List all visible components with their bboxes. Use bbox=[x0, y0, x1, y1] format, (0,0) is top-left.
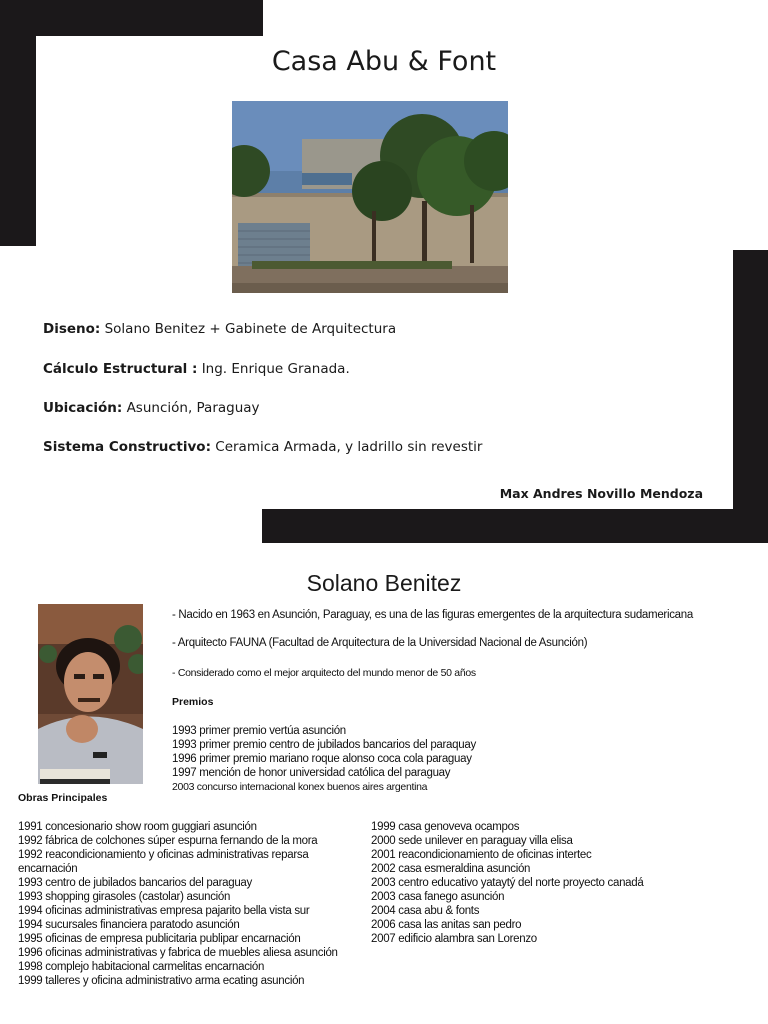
work-item: 1999 talleres y oficina administrativo arma ecating asunción bbox=[18, 975, 305, 987]
work-item: 1994 sucursales financiera paratodo asunción bbox=[18, 919, 240, 931]
bio-line-2: - Arquitecto FAUNA (Facultad de Arquitectura de la Universidad Nacional de Asunción) bbox=[172, 637, 588, 649]
awards-list bbox=[172, 724, 476, 794]
spec-design bbox=[43, 321, 396, 337]
award-item: 1997 mención de honor universidad católica del paraguay bbox=[172, 767, 451, 779]
spec-location-value: Asunción, Paraguay bbox=[122, 400, 260, 416]
work-item: 1991 concesionario show room guggiari asunción bbox=[18, 821, 257, 833]
work-item: 1993 centro de jubilados bancarios del paraguay bbox=[18, 877, 252, 889]
work-item: 2004 casa abu & fonts bbox=[371, 905, 480, 917]
work-item: 2006 casa las anitas san pedro bbox=[371, 919, 522, 931]
spec-construction bbox=[43, 439, 482, 455]
award-item: 1996 primer premio mariano roque alonso coca cola paraguay bbox=[172, 753, 472, 765]
spec-location-label: Ubicación: bbox=[43, 400, 123, 416]
work-item: 1992 reacondicionamiento y oficinas administrativas reparsa encarnación bbox=[18, 849, 309, 875]
work-item: 2001 reacondicionamiento de oficinas intertec bbox=[371, 849, 592, 861]
work-item: 1998 complejo habitacional carmelitas encarnación bbox=[18, 961, 265, 973]
bio-line-3: - Considerado como el mejor arquitecto del mundo menor de 50 años bbox=[172, 667, 476, 679]
frame-bar-top-left bbox=[0, 0, 263, 36]
frame-bar-bottom bbox=[262, 509, 768, 543]
work-item: 2000 sede unilever en paraguay villa elisa bbox=[371, 835, 573, 847]
work-item: 1995 oficinas de empresa publicitaria publipar encarnación bbox=[18, 933, 301, 945]
author-name: Max Andres Novillo Mendoza bbox=[499, 486, 703, 501]
house-photo bbox=[232, 101, 508, 293]
works-label: Obras Principales bbox=[18, 792, 108, 804]
award-item: 1993 primer premio centro de jubilados bancarios del paraquay bbox=[172, 739, 476, 751]
work-item: 1999 casa genoveva ocampos bbox=[371, 821, 520, 833]
page-title: Casa Abu & Font bbox=[271, 46, 497, 77]
awards-label: Premios bbox=[172, 696, 214, 708]
work-item: 1994 oficinas administrativas empresa pajarito bella vista sur bbox=[18, 905, 310, 917]
frame-bar-right bbox=[733, 250, 768, 543]
work-item: 2003 casa fanego asunción bbox=[371, 891, 505, 903]
spec-structural-label: Cálculo Estructural : bbox=[43, 361, 198, 377]
work-item: 1996 oficinas administrativas y fabrica de muebles aliesa asunción bbox=[18, 947, 338, 959]
spec-construction-value: Ceramica Armada, y ladrillo sin revestir bbox=[210, 439, 483, 455]
spec-design-value: Solano Benitez + Gabinete de Arquitectura bbox=[100, 321, 397, 337]
spec-location bbox=[43, 400, 260, 416]
work-item: 2007 edificio alambra san Lorenzo bbox=[371, 933, 537, 945]
work-item: 1993 shopping girasoles (castolar) asunción bbox=[18, 891, 231, 903]
section-title: Solano Benitez bbox=[306, 570, 462, 596]
award-item: 2003 concurso internacional konex buenos aires argentina bbox=[172, 781, 428, 793]
architect-portrait bbox=[38, 604, 143, 784]
award-item: 1993 primer premio vertúa asunción bbox=[172, 725, 346, 737]
work-item: 1992 fábrica de colchones súper espurna fernando de la mora bbox=[18, 835, 318, 847]
works-list-right bbox=[371, 820, 731, 946]
work-item: 2002 casa esmeraldina asunción bbox=[371, 863, 531, 875]
works-list-left bbox=[18, 820, 343, 988]
spec-design-label: Diseno: bbox=[43, 321, 101, 337]
spec-structural bbox=[43, 361, 350, 377]
work-item: 2003 centro educativo yataytý del norte proyecto canadá bbox=[371, 877, 644, 889]
spec-structural-value: Ing. Enrique Granada. bbox=[197, 361, 350, 377]
spec-construction-label: Sistema Constructivo: bbox=[43, 439, 211, 455]
bio-line-1: - Nacido en 1963 en Asunción, Paraguay, es una de las figuras emergentes de la arquitectura sudamericana bbox=[172, 609, 693, 621]
